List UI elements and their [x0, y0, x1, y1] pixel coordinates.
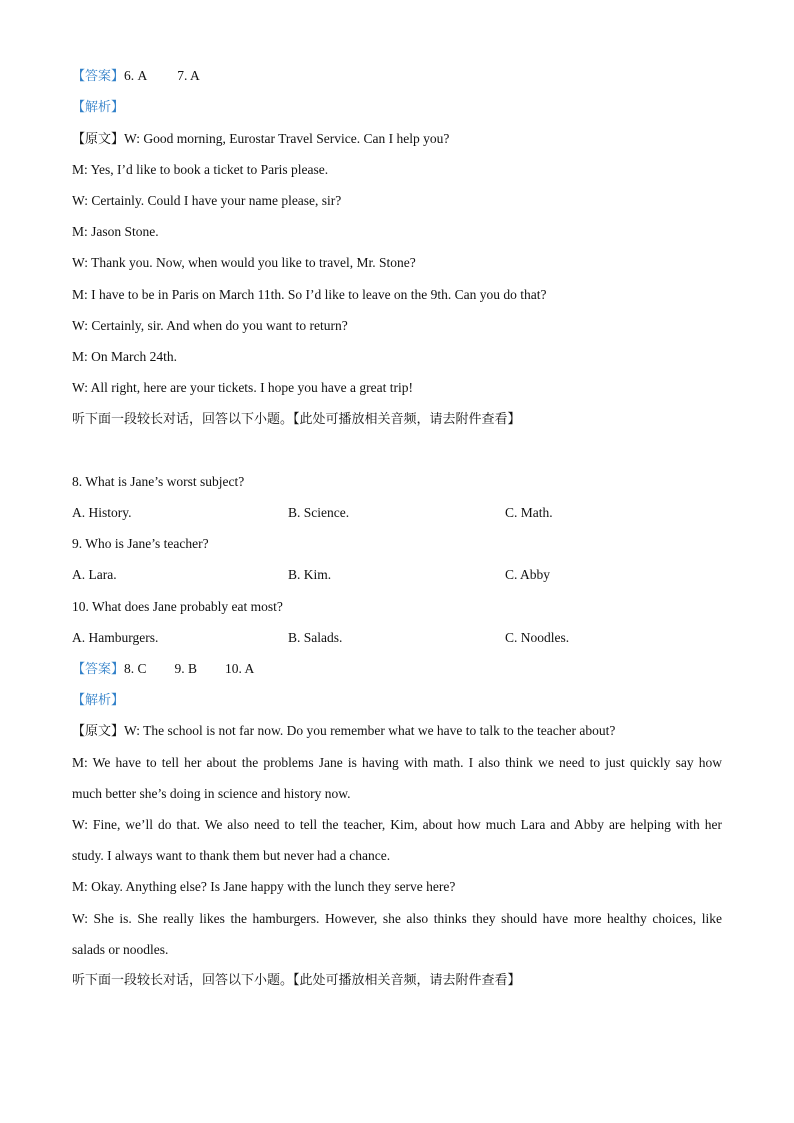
- option-c: C. Math.: [505, 505, 553, 520]
- dialogue-line: M: We have to tell her about the problems Jane is having with math. I also think we need to just quickly say how: [72, 755, 722, 770]
- dialogue-line: M: Yes, I’d like to book a ticket to Paris please.: [72, 162, 329, 177]
- dialogue-line: W: Certainly. Could I have your name please, sir?: [72, 193, 342, 208]
- dialogue-text: W: Good morning, Eurostar Travel Service. Can I help you?: [124, 131, 450, 146]
- option-c: C. Abby: [505, 567, 551, 582]
- analysis-tag: 【解析】: [72, 693, 125, 708]
- option-a: A. Hamburgers.: [72, 630, 159, 645]
- answer-item: 9. B: [174, 661, 198, 676]
- option-c: C. Noodles.: [505, 630, 570, 645]
- answer-line-1: [72, 67, 722, 86]
- dialogue-line: [72, 130, 722, 149]
- dialogue-line: W: All right, here are your tickets. I hope you have a great trip!: [72, 380, 414, 395]
- dialogue-line: M: I have to be in Paris on March 11th. So I’d like to leave on the 9th. Can you do that?: [72, 287, 547, 302]
- answer-tag: 【答案】: [72, 662, 125, 677]
- dialogue-line: salads or noodles.: [72, 942, 169, 957]
- dialogue-line: M: Okay. Anything else? Is Jane happy with the lunch they serve here?: [72, 879, 456, 894]
- answer-item: 7. A: [177, 68, 200, 83]
- dialogue-line: [72, 722, 722, 741]
- dialogue-line: W: Certainly, sir. And when do you want to return?: [72, 318, 348, 333]
- option-b: B. Salads.: [288, 630, 343, 645]
- option-a: A. Lara.: [72, 567, 117, 582]
- listening-instruction: 听下面一段较长对话，回答以下小题。【此处可播放相关音频，请去附件查看】: [72, 412, 521, 427]
- analysis-line-2: [72, 691, 722, 710]
- answer-item: 8. C: [124, 661, 147, 676]
- answer-item: 10. A: [225, 661, 255, 676]
- dialogue-line: study. I always want to thank them but never had a chance.: [72, 848, 391, 863]
- question: 9. Who is Jane’s teacher?: [72, 536, 209, 551]
- answer-tag: 【答案】: [72, 69, 125, 84]
- answer-item: 6. A: [124, 68, 148, 83]
- question: 8. What is Jane’s worst subject?: [72, 474, 245, 489]
- original-tag: 【原文】: [72, 132, 125, 147]
- option-a: A. History.: [72, 505, 132, 520]
- dialogue-line: M: On March 24th.: [72, 349, 177, 364]
- analysis-line-1: [72, 98, 722, 117]
- dialogue-line: much better she’s doing in science and history now.: [72, 786, 351, 801]
- answer-line-2: [72, 660, 722, 679]
- question: 10. What does Jane probably eat most?: [72, 599, 283, 614]
- dialogue-line: W: Thank you. Now, when would you like to travel, Mr. Stone?: [72, 255, 416, 270]
- dialogue-line: W: Fine, we’ll do that. We also need to tell the teacher, Kim, about how much Lara and Abby are helping with her: [72, 817, 722, 832]
- dialogue-line: M: Jason Stone.: [72, 224, 159, 239]
- listening-instruction: 听下面一段较长对话，回答以下小题。【此处可播放相关音频，请去附件查看】: [72, 973, 521, 988]
- analysis-tag: 【解析】: [72, 100, 125, 115]
- original-tag: 【原文】: [72, 724, 125, 739]
- option-b: B. Science.: [288, 505, 350, 520]
- dialogue-text: W: The school is not far now. Do you remember what we have to talk to the teacher about?: [124, 723, 616, 738]
- dialogue-line: W: She is. She really likes the hamburgers. However, she also thinks they should have more healthy choices, like: [72, 911, 722, 926]
- option-b: B. Kim.: [288, 567, 332, 582]
